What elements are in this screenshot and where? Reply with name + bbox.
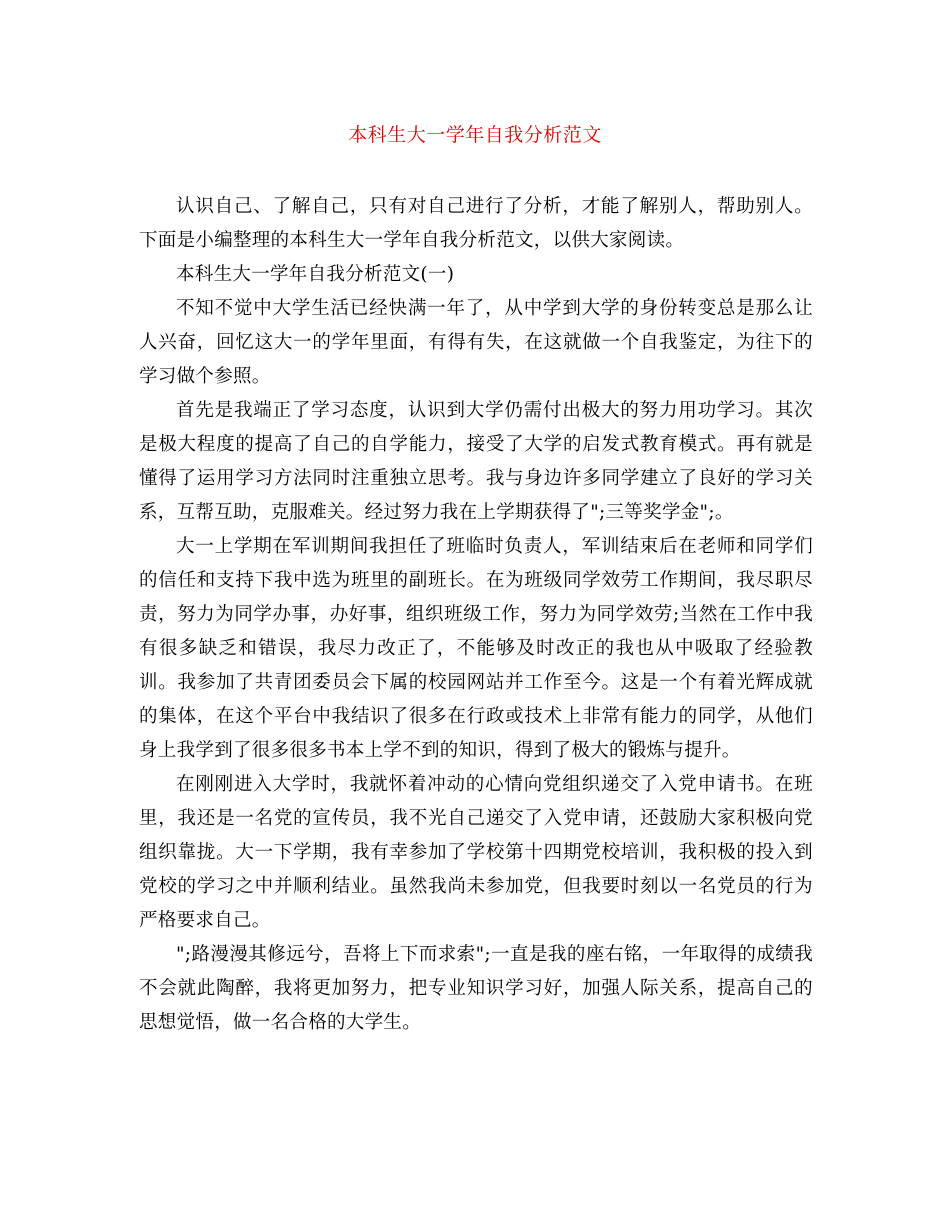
document-title: 本科生大一学年自我分析范文: [348, 124, 602, 146]
paragraph: 首先是我端正了学习态度，认识到大学仍需付出极大的努力用功学习。其次是极大程度的提高了自己的自学能力，接受了大学的启发式教育模式。再有就是懂得了运用学习方法同时注重独立思考。我与身边许多同学建立了良好的学习关系，互帮互助，克服难关。经过努力我在上学期获得了";三等奖学金";。: [139, 400, 813, 523]
paragraph: 不知不觉中大学生活已经快满一年了，从中学到大学的身份转变总是那么让人兴奋，回忆这大一的学年里面，有得有失，在这就做一个自我鉴定，为往下的学习做个参照。: [139, 298, 813, 387]
document-body: [139, 190, 813, 1040]
paragraph: 在刚刚进入大学时，我就怀着冲动的心情向党组织递交了入党申请书。在班里，我还是一名党的宣传员，我不光自己递交了入党申请，还鼓励大家积极向党组织靠拢。大一下学期，我有幸参加了学校第十四期党校培训，我积极的投入到党校的学习之中并顺利结业。虽然我尚未参加党，但我要时刻以一名党员的行为严格要求自己。: [139, 774, 813, 931]
paragraph-intro: 认识自己、了解自己，只有对自己进行了分析，才能了解别人，帮助别人。下面是小编整理的本科生大一学年自我分析范文，以供大家阅读。: [139, 196, 813, 251]
section-heading: 本科生大一学年自我分析范文(一): [176, 264, 455, 285]
paragraph: ";路漫漫其修远兮，吾将上下而求索";一直是我的座右铭，一年取得的成绩我不会就此陶醉，我将更加努力，把专业知识学习好，加强人际关系，提高自己的思想觉悟，做一名合格的大学生。: [139, 944, 813, 1033]
paragraph: 大一上学期在军训期间我担任了班临时负责人，军训结束后在老师和同学们的信任和支持下我中选为班里的副班长。在为班级同学效劳工作期间，我尽职尽责，努力为同学办事，办好事，组织班级工作，努力为同学效劳;当然在工作中我有很多缺乏和错误，我尽力改正了，不能够及时改正的我也从中吸取了经验教训。我参加了共青团委员会下属的校园网站并工作至今。这是一个有着光辉成就的集体，在这个平台中我结识了很多在行政或技术上非常有能力的同学，从他们身上我学到了很多很多书本上学不到的知识，得到了极大的锻炼与提升。: [139, 536, 813, 761]
